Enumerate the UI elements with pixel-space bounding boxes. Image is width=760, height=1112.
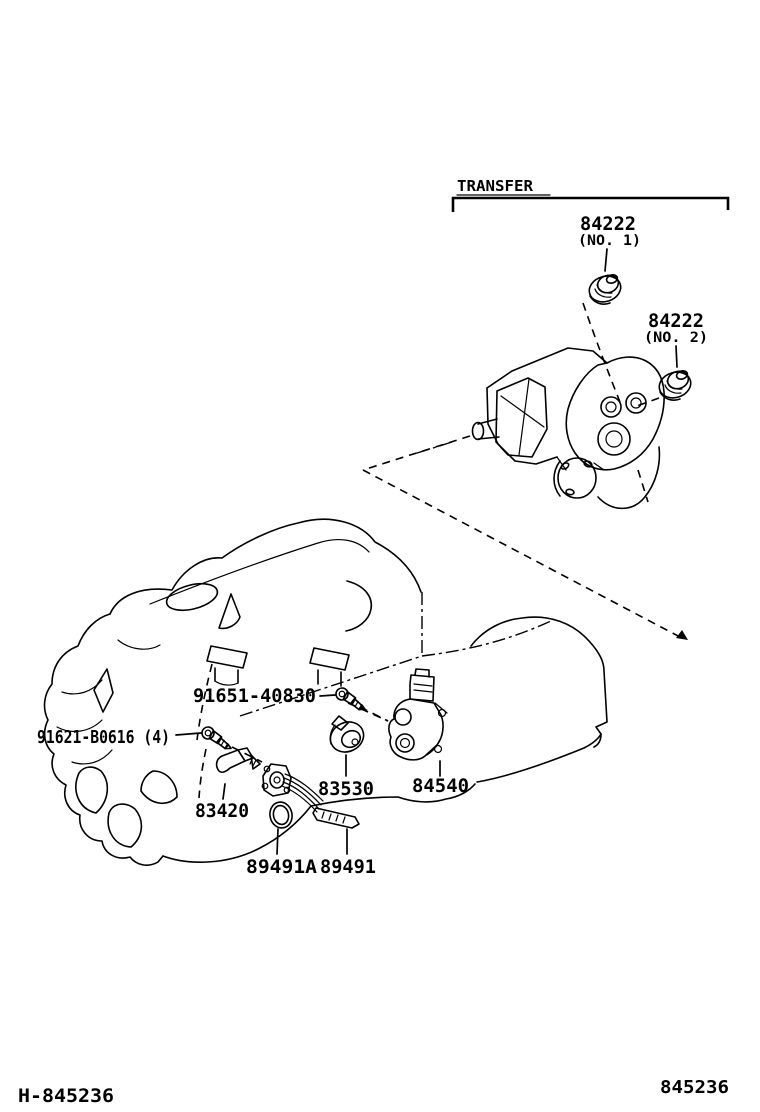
leader-84222-no1 — [605, 249, 607, 271]
figure-code-right: 845236 — [660, 1077, 729, 1098]
callout-83420 — [195, 748, 260, 822]
part-84222-no1-sensor-drawing — [586, 272, 624, 306]
dashed-locator-sensor1 — [583, 303, 620, 402]
part-label-91621-b0616[interactable]: 91621-B0616 (4) — [37, 727, 170, 748]
part-label-84222-no1[interactable]: 84222 — [580, 213, 636, 235]
leader-91651-40830 — [320, 695, 335, 696]
engine-transmission-drawing — [45, 519, 607, 865]
part-label-91651-40830[interactable]: 91651-40830 — [193, 685, 316, 707]
part-note-84222-no2: (NO. 2) — [644, 330, 708, 346]
part-91651-40830-bolt-drawing — [334, 687, 367, 710]
part-83420-sensor-drawing — [217, 748, 260, 772]
transfer-section-header — [453, 177, 728, 212]
callout-84540 — [389, 669, 469, 797]
part-84222-no2-sensor-drawing — [656, 368, 694, 402]
part-83530-switch-drawing — [325, 716, 368, 757]
callout-84222-no1 — [578, 213, 641, 271]
leader-89491a — [277, 829, 278, 854]
part-91621-b0616-bolt-drawing — [200, 726, 233, 749]
part-label-89491a[interactable]: 89491A — [246, 856, 318, 878]
dashed-association-lines — [363, 436, 688, 640]
leader-84222-no2 — [676, 346, 677, 367]
transfer-section-bracket — [453, 198, 728, 212]
part-84540-switch-drawing — [389, 669, 447, 760]
figure-code-left: H-845236 — [18, 1085, 114, 1107]
part-label-89491[interactable]: 89491 — [320, 856, 376, 878]
callout-83530 — [318, 716, 374, 800]
part-label-83420[interactable]: 83420 — [195, 800, 249, 822]
callout-91651-40830 — [193, 685, 368, 710]
transfer-section-title: TRANSFER — [457, 177, 535, 195]
callout-84222-no2 — [644, 310, 708, 367]
part-89491a-oring-drawing — [268, 800, 295, 830]
transfer-assembly-drawing — [414, 348, 664, 508]
part-note-84222-no1: (NO. 1) — [578, 233, 641, 249]
callout-91621-b0616 — [37, 726, 234, 749]
leader-83420 — [223, 784, 225, 799]
part-label-84540[interactable]: 84540 — [412, 775, 469, 797]
dashed-locator-case — [638, 470, 648, 502]
part-label-84222-no2[interactable]: 84222 — [648, 310, 704, 332]
part-label-83530[interactable]: 83530 — [318, 778, 374, 800]
